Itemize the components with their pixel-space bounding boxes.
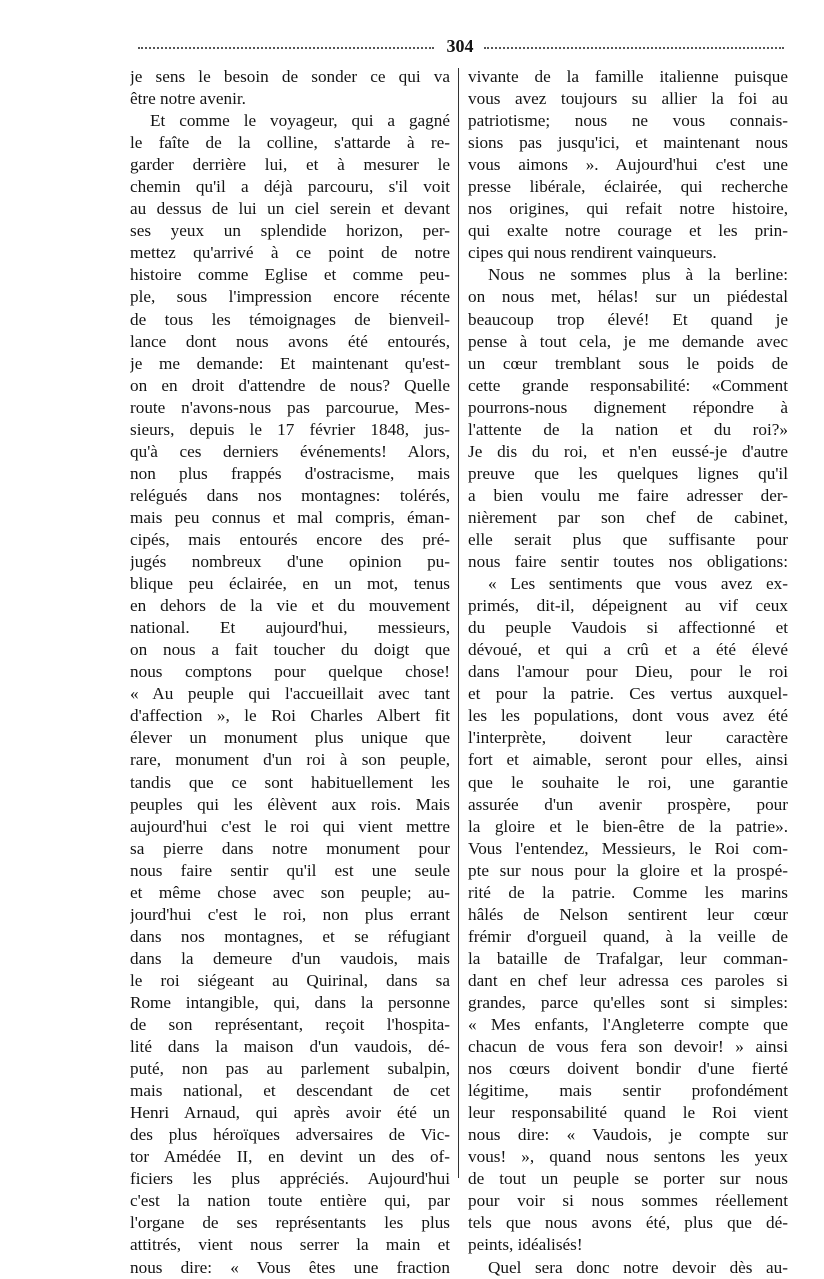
text-line: « Au peuple qui l'accueillait avec tant: [130, 684, 450, 704]
text-line: garder derrière lui, et à mesurer le: [130, 155, 450, 175]
text-line: nous faire sentir qu'il est une seule: [130, 860, 450, 880]
text-line: qu'à ces derniers événements! Alors,: [130, 441, 450, 461]
text-line: je sens le besoin de sonder ce qui va: [130, 67, 450, 86]
text-line: vous avez toujours su allier la foi au: [468, 89, 788, 109]
text-line: être notre avenir.: [130, 89, 246, 109]
text-line: primés, dit-il, dépeignent au vif ceux: [468, 596, 788, 616]
text-line: on nous met, hélas! sur un piédestal: [468, 287, 788, 307]
text-line: des plus héroïques adversaires de Vic-: [130, 1125, 450, 1145]
text-line: lité dans la maison d'un vaudois, dé-: [130, 1037, 450, 1057]
text-line: pte sur nous pour la gloire et la prospé-: [468, 860, 788, 880]
text-line: de tous les témoignages de bienveil-: [130, 309, 450, 329]
text-line: « Les sentiments que vous avez ex-: [488, 574, 788, 594]
text-line: nous dire: « Vaudois, je compte sur: [468, 1125, 788, 1145]
text-line: jugés nombreux d'une opinion pu-: [130, 552, 450, 572]
text-line: route n'avons-nous pas parcourue, Mes-: [130, 397, 450, 417]
text-line: cipés, mais entourés encore des pré-: [130, 529, 450, 549]
text-line: nos cœurs doivent bondir d'une fierté: [468, 1059, 788, 1079]
text-line: Je dis du roi, et n'en eussé-je d'autre: [468, 441, 788, 461]
text-line: beaucoup trop élevé! Et quand je: [468, 309, 788, 329]
text-line: Henri Arnaud, qui après avoir été un: [130, 1103, 450, 1123]
text-line: ses yeux un splendide horizon, per-: [130, 221, 450, 241]
text-line: a bien voulu me faire adresser der-: [468, 485, 788, 505]
text-line: d'affection », le Roi Charles Albert fit: [130, 706, 450, 726]
text-line: je me demande: Et maintenant qu'est-: [130, 353, 450, 373]
page-number: 304: [446, 36, 474, 56]
text-line: non plus frappés d'ostracisme, mais: [130, 463, 450, 483]
text-line: que le souhaite le roi, une garantie: [468, 772, 788, 792]
text-line: l'attente de la nation et du roi?»: [468, 419, 788, 439]
text-line: de tout un peuple se porter sur nous: [468, 1169, 788, 1189]
text-line: elle serait plus que suffisante pour: [468, 529, 788, 549]
text-line: au dessus de lui un ciel serein et devant: [130, 199, 450, 219]
text-line: nos origines, qui refait notre histoire,: [468, 199, 788, 219]
text-line: Quel sera donc notre devoir dès au-: [488, 1257, 788, 1277]
text-line: c'est la nation toute entière qui, par: [130, 1191, 450, 1211]
text-line: rité de la patrie. Comme les marins: [468, 882, 788, 902]
text-line: pour voir si nous sommes réellement: [468, 1191, 788, 1211]
text-line: puté, non pas au parlement subalpin,: [130, 1059, 450, 1079]
text-line: histoire comme Eglise et comme peu-: [130, 265, 450, 285]
text-line: on nous a fait toucher du doigt que: [130, 640, 450, 660]
text-line: Rome intangible, qui, dans la personne: [130, 992, 450, 1012]
text-line: patriotisme; nous ne vous connais-: [468, 111, 788, 131]
text-line: vous aimons ». Aujourd'hui c'est une: [468, 155, 788, 175]
text-line: les les populations, dont vous avez été: [468, 706, 788, 726]
header-rule-left: [138, 47, 434, 49]
text-line: nous faire sentir toutes nos obligations:: [468, 552, 788, 572]
text-line: tor Amédée II, en devint un des of-: [130, 1147, 450, 1167]
text-line: du peuple Vaudois si affectionné et: [468, 618, 788, 638]
text-line: tandis que ce sont habituellement les: [130, 772, 450, 792]
text-line: ficiers les plus appréciés. Aujourd'hui: [130, 1169, 450, 1189]
text-line: dans l'amour pour Dieu, pour le roi: [468, 662, 788, 682]
text-line: vous! », quand nous sentons les yeux: [468, 1147, 788, 1167]
text-line: dans nos montagnes, et se réfugiant: [130, 926, 450, 946]
text-line: grandes, parce qu'elles sont si simples:: [468, 992, 788, 1012]
text-line: cette grande responsabilité: «Comment: [468, 375, 788, 395]
text-line: chacun de vous fera son devoir! » ainsi: [468, 1037, 788, 1057]
text-line: rare, monument d'un roi à son peuple,: [130, 750, 450, 770]
text-line: nièrement par son chef de cabinet,: [468, 507, 788, 527]
header-rule-right: [484, 47, 784, 49]
text-line: le roi siégeant au Quirinal, dans sa: [130, 970, 450, 990]
text-line: on en droit d'attendre de nous? Quelle: [130, 375, 450, 395]
text-line: un cœur tremblant sous le poids de: [468, 353, 788, 373]
text-line: « Mes enfants, l'Angleterre compte que: [468, 1015, 788, 1035]
text-line: preuve que les quelques lignes qu'il: [468, 463, 788, 483]
text-line: en dehors de la vie et du mouvement: [130, 596, 450, 616]
text-line: mais national, et descendant de cet: [130, 1081, 450, 1101]
text-line: hâlés de Nelson sentirent leur cœur: [468, 904, 788, 924]
text-line: lance dont nous avons été entourés,: [130, 331, 450, 351]
text-line: dévoué, et qui a crû et a été élevé: [468, 640, 788, 660]
text-line: tels que nous avons été, plus que dé-: [468, 1213, 788, 1233]
text-line: chemin qu'il a déjà parcouru, s'il voit: [130, 177, 450, 197]
text-line: pourrons-nous dignement répondre à: [468, 397, 788, 417]
text-line: ple, sous l'impression encore récente: [130, 287, 450, 307]
text-line: Nous ne sommes plus à la berline:: [488, 265, 788, 285]
page-header: [138, 36, 784, 56]
text-line: l'interprète, doivent leur caractère: [468, 728, 788, 748]
text-line: nous dire: « Vous êtes une fraction: [130, 1257, 450, 1277]
text-line: blique peu éclairée, en un mot, tenus: [130, 574, 450, 594]
text-line: leur responsabilité quand le Roi vient: [468, 1103, 788, 1123]
text-line: assurée d'un avenir prospère, pour: [468, 794, 788, 814]
text-line: le faîte de la colline, s'attarde à re-: [130, 133, 450, 153]
text-line: la gloire et le bien-être de la patrie».: [468, 816, 788, 836]
text-line: peints, idéalisés!: [468, 1235, 583, 1255]
text-line: peuples qui les élèvent aux rois. Mais: [130, 794, 450, 814]
text-line: attitrés, vient nous serrer la main et: [130, 1235, 450, 1255]
text-line: et pour la patrie. Ces vertus auxquel-: [468, 684, 788, 704]
text-line: mettez qu'arrivé à ce point de notre: [130, 243, 450, 263]
text-line: jourd'hui c'est le roi, non plus errant: [130, 904, 450, 924]
text-line: légitime, mais sentir profondément: [468, 1081, 788, 1101]
text-line: Vous l'entendez, Messieurs, le Roi com-: [468, 838, 788, 858]
text-line: fort et aimable, seront pour elles, ainsi: [468, 750, 788, 770]
text-line: mais peu connus et mal compris, éman-: [130, 507, 450, 527]
right-text-column: [468, 66, 788, 1279]
text-line: relégués dans nos montagnes: tolérés,: [130, 485, 450, 505]
text-line: pense à tout cela, je me demande avec: [468, 331, 788, 351]
text-line: sa pierre dans notre monument pour: [130, 838, 450, 858]
text-line: de son représentant, reçoit l'hospita-: [130, 1015, 450, 1035]
text-line: et même chose avec son peuple; au-: [130, 882, 450, 902]
left-text-column: [130, 66, 450, 1279]
text-line: sieurs, depuis le 17 février 1848, jus-: [130, 419, 450, 439]
text-line: cipes qui nous rendirent vainqueurs.: [468, 243, 717, 263]
text-line: nous comptons pour quelque chose!: [130, 662, 450, 682]
text-line: vivante de la famille italienne puisque: [468, 67, 788, 86]
text-line: frémir d'orgueil quand, à la veille de: [468, 926, 788, 946]
text-line: presse libérale, éclairée, qui recherche: [468, 177, 788, 197]
text-line: qui exalte notre courage et les prin-: [468, 221, 788, 241]
text-line: sions pas jusqu'ici, et maintenant nous: [468, 133, 788, 153]
text-line: dant en chef leur adressa ces paroles si: [468, 970, 788, 990]
text-line: élever un monument plus unique que: [130, 728, 450, 748]
column-divider: [458, 68, 459, 1178]
text-line: Et comme le voyageur, qui a gagné: [150, 111, 450, 131]
text-line: la bataille de Trafalgar, leur comman-: [468, 948, 788, 968]
text-line: dans la demeure d'un vaudois, mais: [130, 948, 450, 968]
text-line: l'organe de ses représentants les plus: [130, 1213, 450, 1233]
text-line: aujourd'hui c'est le roi qui vient mettre: [130, 816, 450, 836]
text-line: national. Et aujourd'hui, messieurs,: [130, 618, 450, 638]
